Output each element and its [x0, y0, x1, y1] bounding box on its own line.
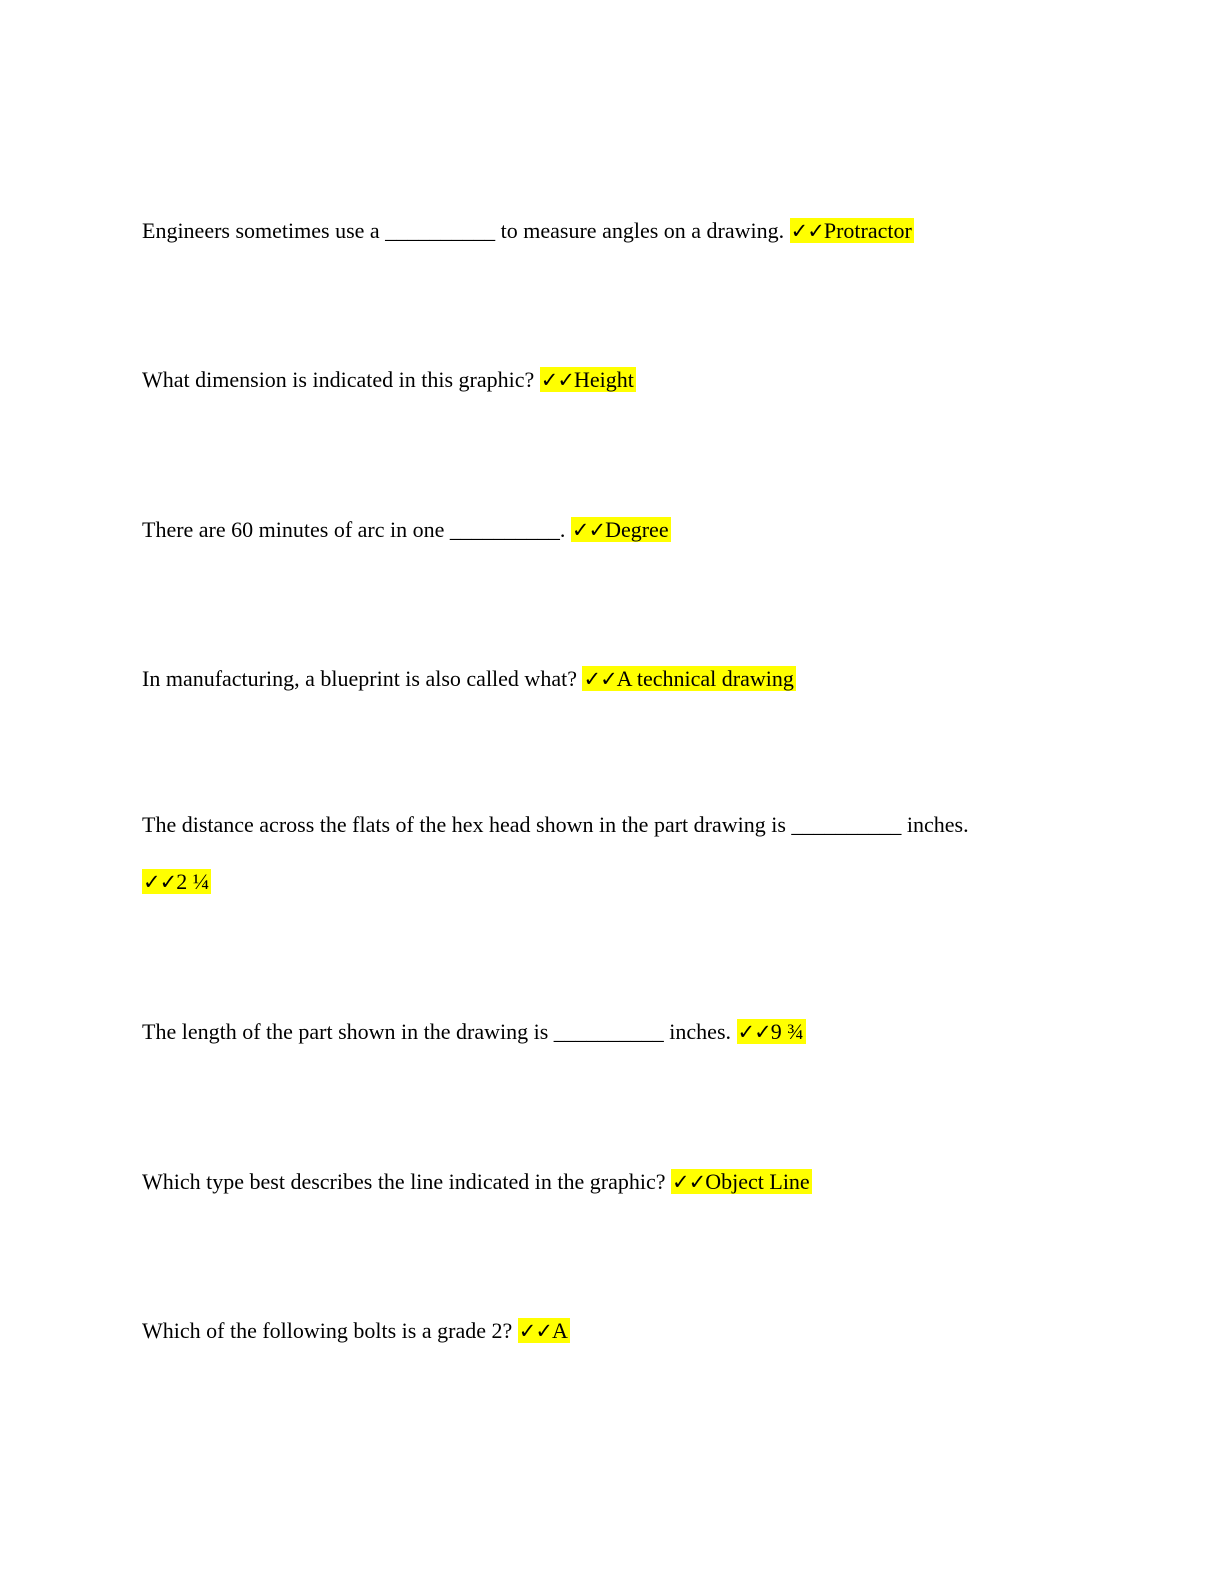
question-text: In manufacturing, a blueprint is also called what?	[142, 666, 577, 691]
question-1	[142, 215, 914, 247]
double-check-icon: ✓✓	[672, 1170, 706, 1194]
answer-text: A technical drawing	[616, 666, 794, 691]
question-7	[142, 1166, 812, 1198]
answer-text: A	[551, 1318, 568, 1343]
answer-highlight	[790, 218, 914, 243]
answer-highlight	[142, 869, 211, 894]
double-check-icon: ✓✓	[737, 1020, 771, 1044]
question-text: Which of the following bolts is a grade 2?	[142, 1318, 513, 1343]
answer-text: Degree	[605, 517, 669, 542]
question-8	[142, 1315, 570, 1347]
answer-highlight	[671, 1169, 812, 1194]
double-check-icon: ✓✓	[540, 368, 574, 392]
answer-highlight	[582, 666, 795, 691]
double-check-icon: ✓✓	[790, 219, 824, 243]
double-check-icon: ✓✓	[518, 1319, 552, 1343]
question-2	[142, 364, 636, 396]
question-5-answer-line	[142, 866, 211, 898]
question-5	[142, 809, 969, 841]
answer-highlight	[518, 1318, 570, 1343]
question-6	[142, 1016, 806, 1048]
question-4	[142, 663, 796, 695]
answer-highlight	[571, 517, 671, 542]
question-text: There are 60 minutes of arc in one __________.	[142, 517, 566, 542]
question-text: What dimension is indicated in this graphic?	[142, 367, 535, 392]
double-check-icon: ✓✓	[583, 667, 617, 691]
answer-text: Protractor	[823, 218, 912, 243]
answer-text: Object Line	[705, 1169, 810, 1194]
answer-text: 9 ¾	[770, 1019, 804, 1044]
question-3	[142, 514, 671, 546]
question-text: The length of the part shown in the drawing is __________ inches.	[142, 1019, 732, 1044]
double-check-icon: ✓✓	[143, 870, 177, 894]
question-text: The distance across the flats of the hex head shown in the part drawing is __________ inches.	[142, 812, 969, 837]
question-text: Which type best describes the line indicated in the graphic?	[142, 1169, 666, 1194]
answer-text: 2 ¼	[176, 869, 210, 894]
double-check-icon: ✓✓	[571, 518, 606, 542]
answer-text: Height	[573, 367, 634, 392]
question-text: Engineers sometimes use a __________ to measure angles on a drawing.	[142, 218, 785, 243]
answer-highlight	[540, 367, 636, 392]
answer-highlight	[737, 1019, 806, 1044]
